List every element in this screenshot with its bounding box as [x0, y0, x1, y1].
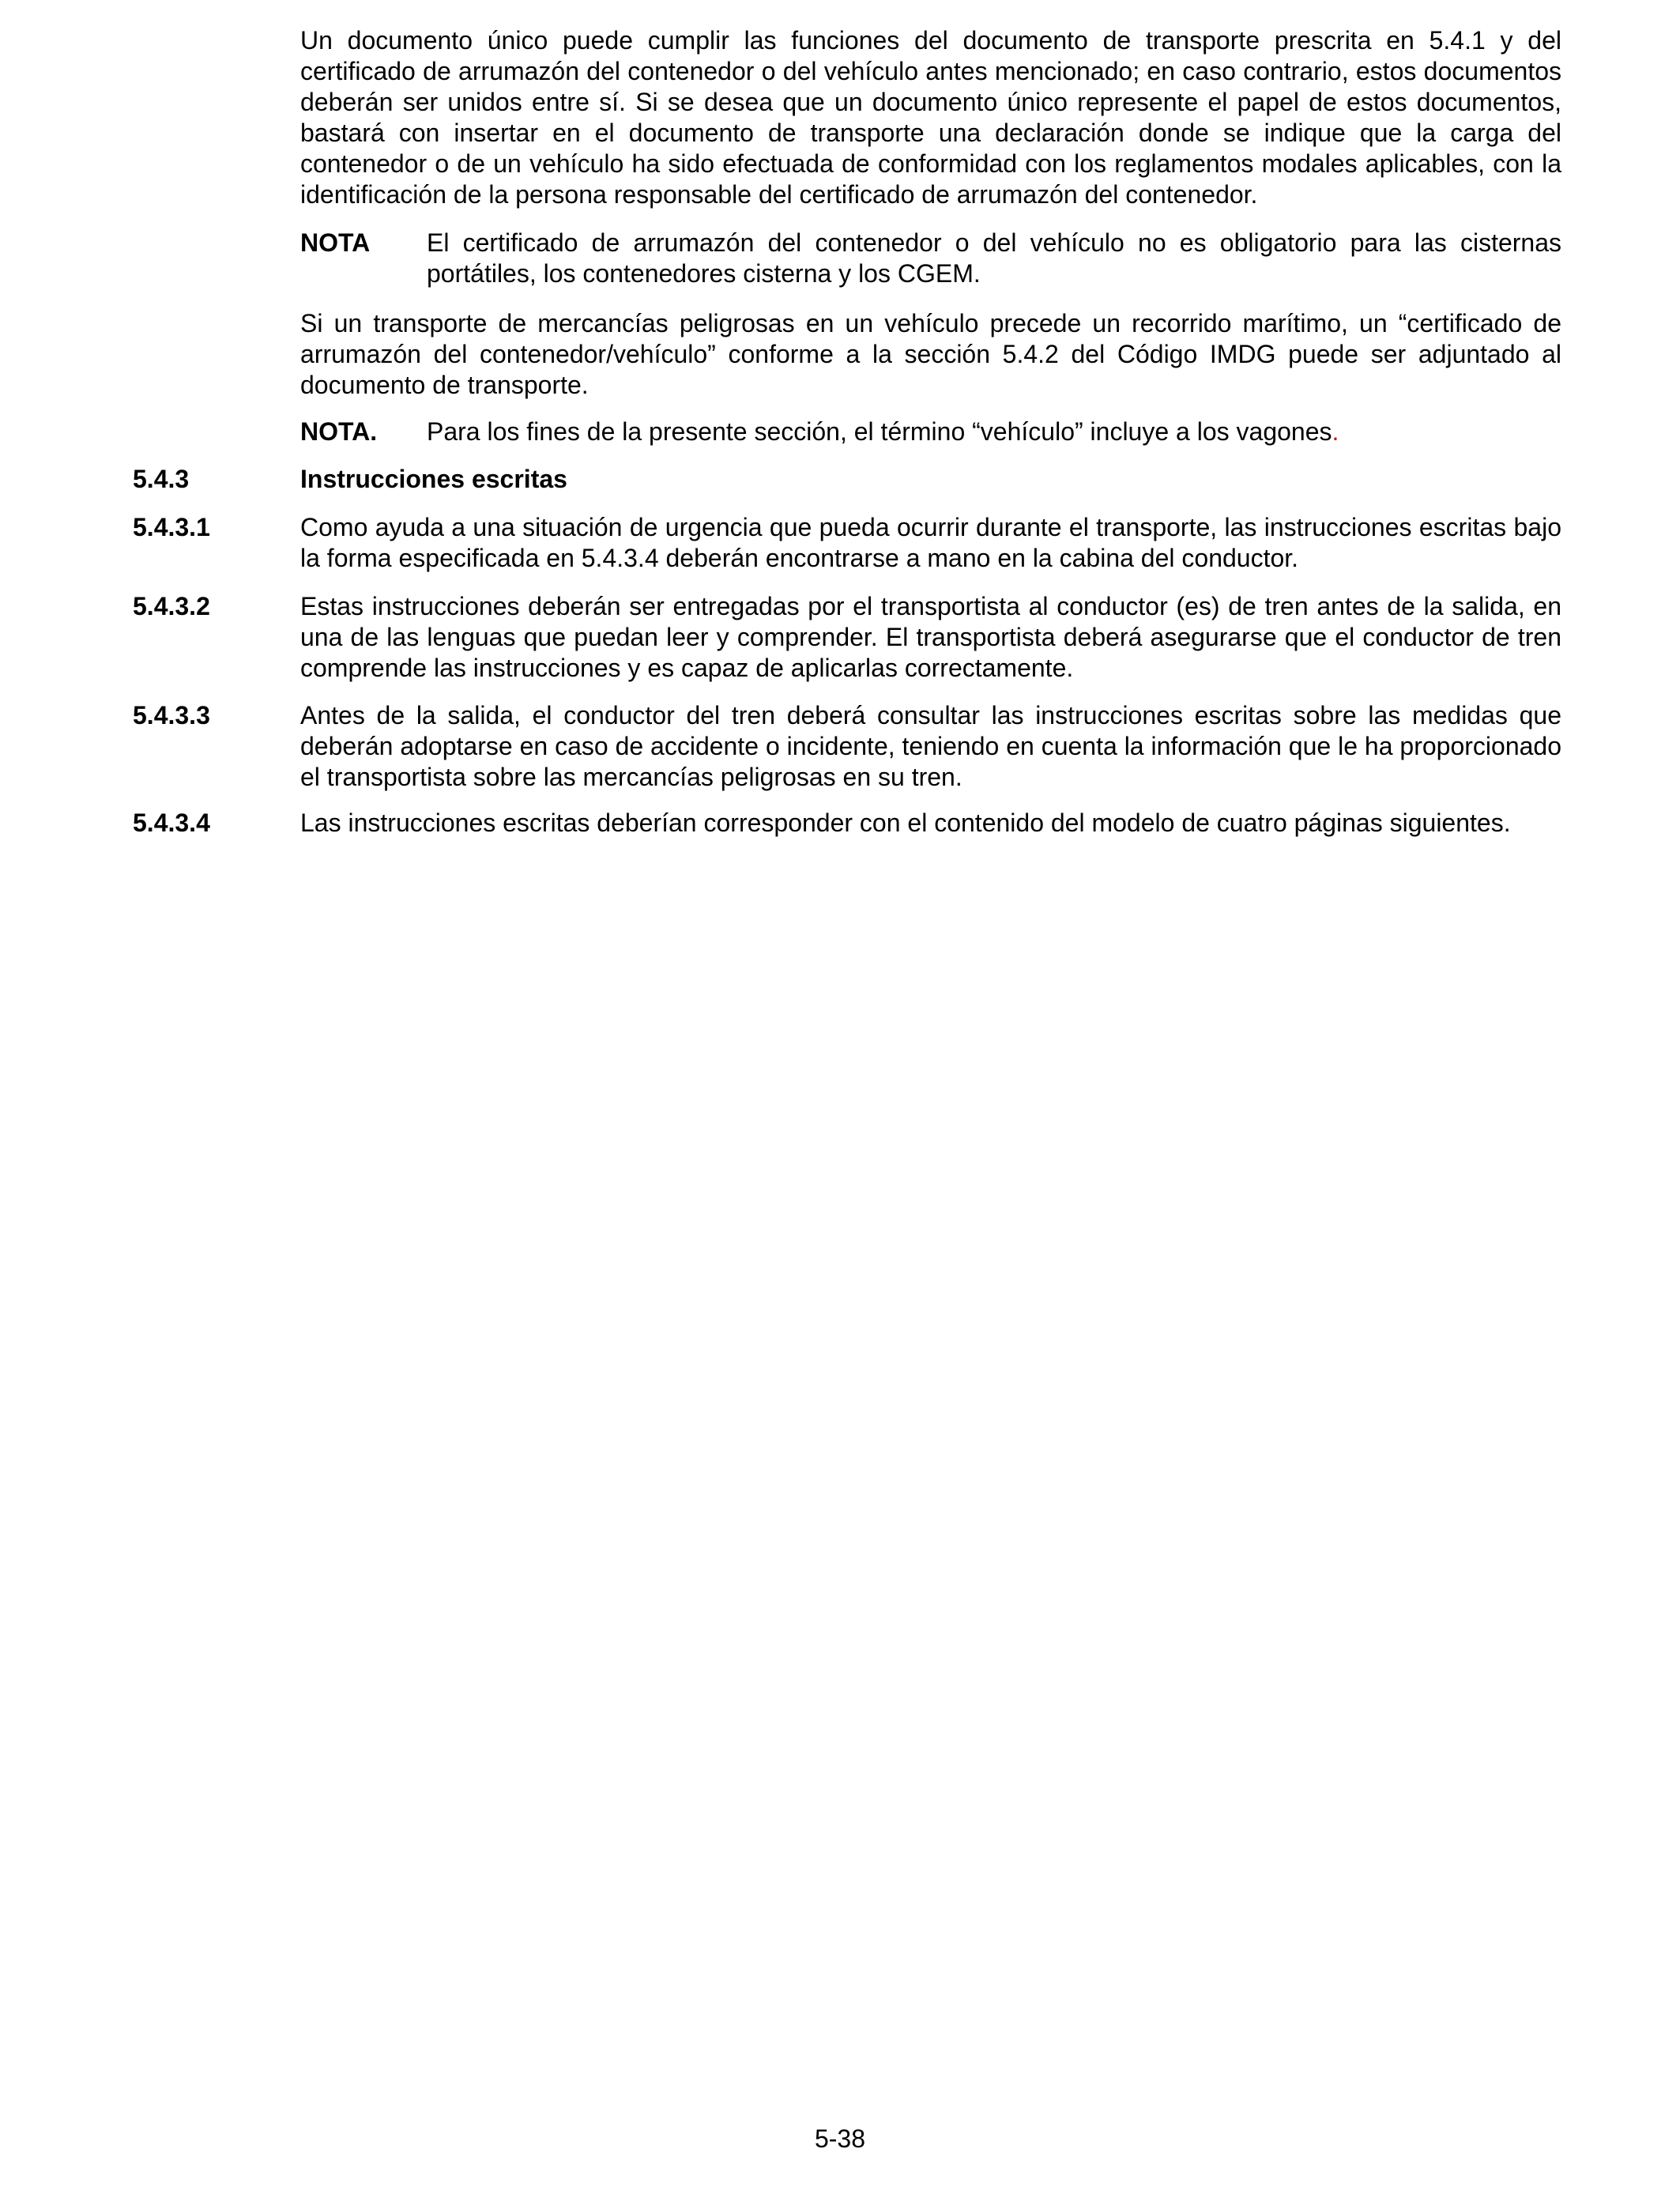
section-text: Las instrucciones escritas deberían corresponder con el contenido del modelo de cuatro páginas siguientes.: [300, 809, 1511, 837]
section-number: 5.4.3.1: [133, 513, 210, 541]
paragraph-maritime-transport: Si un transporte de mercancías peligrosas en un vehículo precede un recorrido marítimo, un “certificado de arrumazón del contenedor/vehículo” conforme a la sección 5.4.2 del Código IMDG puede ser adjuntado al documento de transporte.: [300, 309, 1561, 399]
section-5-4-3-1: [133, 512, 1561, 574]
note-text-wrapper: [427, 417, 1561, 447]
red-period-mark: .: [1332, 417, 1339, 446]
paragraph-single-document: Un documento único puede cumplir las funciones del documento de transporte prescrita en 5.4.1 y del certificado de arrumazón del contenedor o del vehículo antes mencionado; en caso contrario, estos documentos deberán ser unidos entre sí. Si se desea que un documento único represente el papel de estos documentos, bastará con insertar en el documento de transporte una declaración donde se indique que la carga del contenedor o de un vehículo ha sido efectuada de conformidad con los reglamentos modales aplicables, con la identificación de la persona responsable del certificado de arrumazón del contenedor.: [300, 26, 1561, 209]
section-text: Como ayuda a una situación de urgencia que pueda ocurrir durante el transporte, las instrucciones escritas bajo la forma especificada en 5.4.3.4 deberán encontrarse a mano en la cabina del conductor.: [300, 513, 1561, 572]
section-5-4-3-4: [133, 808, 1561, 839]
note-certificate-exemption: [300, 228, 1561, 289]
note-label: NOTA.: [300, 417, 378, 446]
section-title: Instrucciones escritas: [300, 465, 567, 493]
note-text: Para los fines de la presente sección, el término “vehículo” incluye a los vagones: [427, 417, 1332, 446]
section-number: 5.4.3.4: [133, 809, 210, 837]
section-number: 5.4.3.3: [133, 701, 210, 729]
section-5-4-3-3: [133, 700, 1561, 793]
note-label: NOTA: [300, 228, 371, 257]
section-text: Estas instrucciones deberán ser entregadas por el transportista al conductor (es) de tren antes de la salida, en una de las lenguas que puedan leer y comprender. El transportista deberá asegurarse que el conductor de tren comprende las instrucciones y es capaz de aplicarlas correctamente.: [300, 592, 1561, 682]
section-text: Antes de la salida, el conductor del tren deberá consultar las instrucciones escritas sobre las medidas que deberán adoptarse en caso de accidente o incidente, teniendo en cuenta la información que le ha proporcionado el transportista sobre las mercancías peligrosas en su tren.: [300, 701, 1561, 791]
page-number: 5-38: [814, 2124, 866, 2153]
note-vehicle-definition: [300, 417, 1561, 447]
note-text: El certificado de arrumazón del contenedor o del vehículo no es obligatorio para las cisternas portátiles, los contenedores cisterna y los CGEM.: [427, 228, 1561, 288]
section-number: 5.4.3.2: [133, 592, 210, 620]
section-number: 5.4.3: [133, 465, 190, 493]
section-5-4-3-2: [133, 591, 1561, 684]
section-5-4-3: [133, 464, 1561, 495]
